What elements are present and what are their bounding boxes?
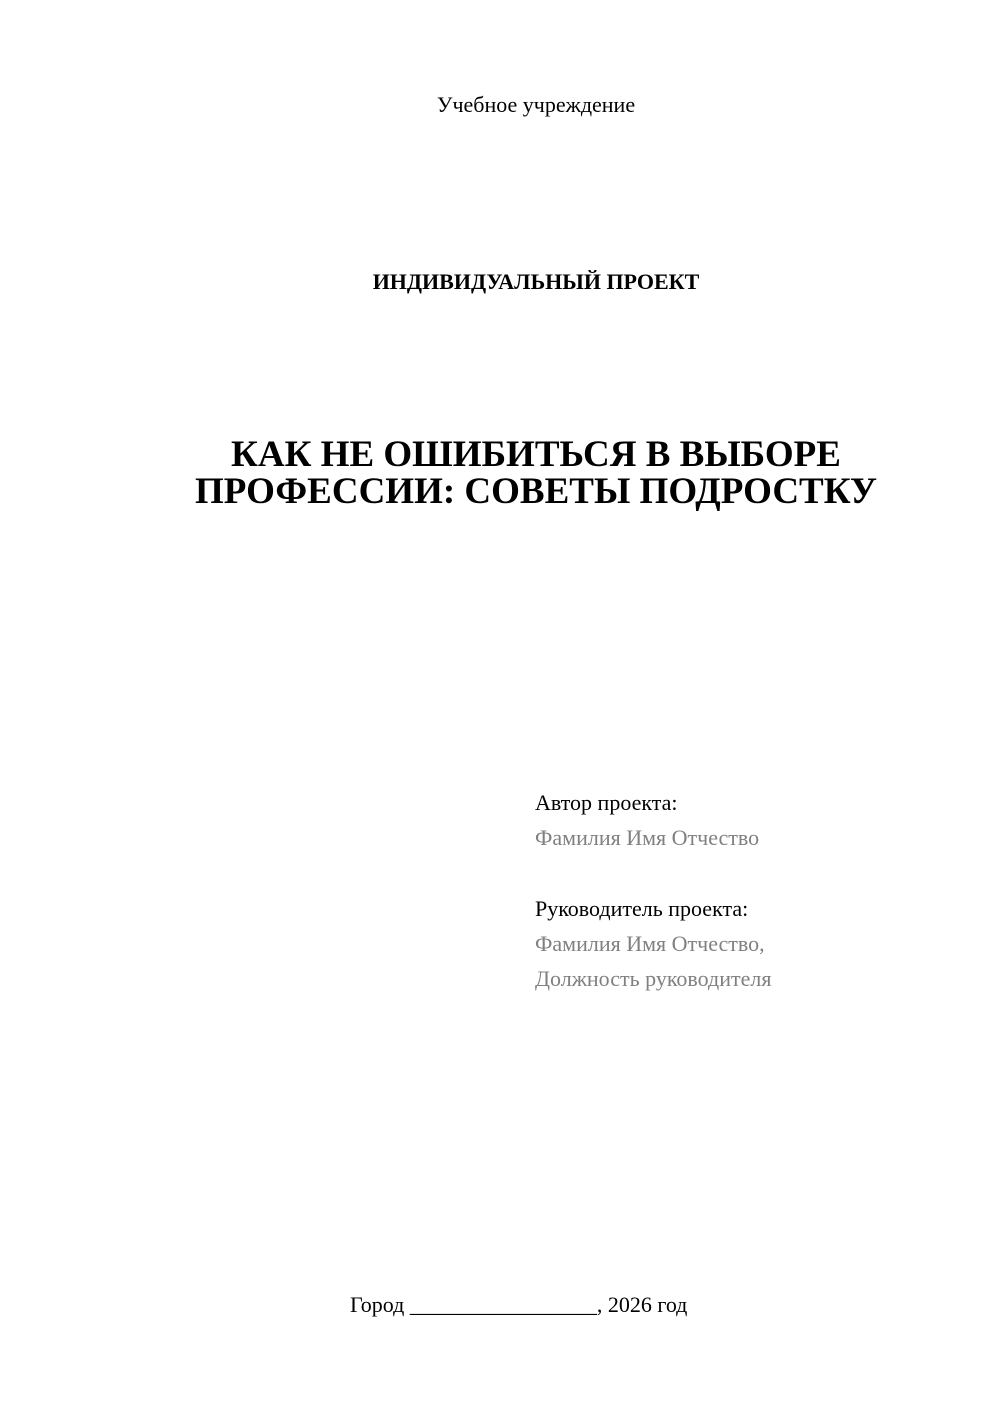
author-block [535,785,759,855]
author-name: Фамилия Имя Отчество [535,825,760,850]
supervisor-position: Должность руководителя [535,966,772,991]
supervisor-name: Фамилия Имя Отчество, [535,931,765,956]
city-year-footer: Город _________________, 2026 год [350,1292,688,1317]
author-label: Автор проекта: [535,790,678,815]
supervisor-label: Руководитель проекта: [535,896,749,921]
project-title-line-1: КАК НЕ ОШИБИТЬСЯ В ВЫБОРЕ [231,434,841,475]
document-type: ИНДИВИДУАЛЬНЫЙ ПРОЕКТ [372,269,700,294]
institution-name: Учебное учреждение [436,92,636,117]
supervisor-block [535,891,771,996]
project-title-line-2: ПРОФЕССИИ: СОВЕТЫ ПОДРОСТКУ [195,471,877,512]
project-title [0,436,1000,510]
